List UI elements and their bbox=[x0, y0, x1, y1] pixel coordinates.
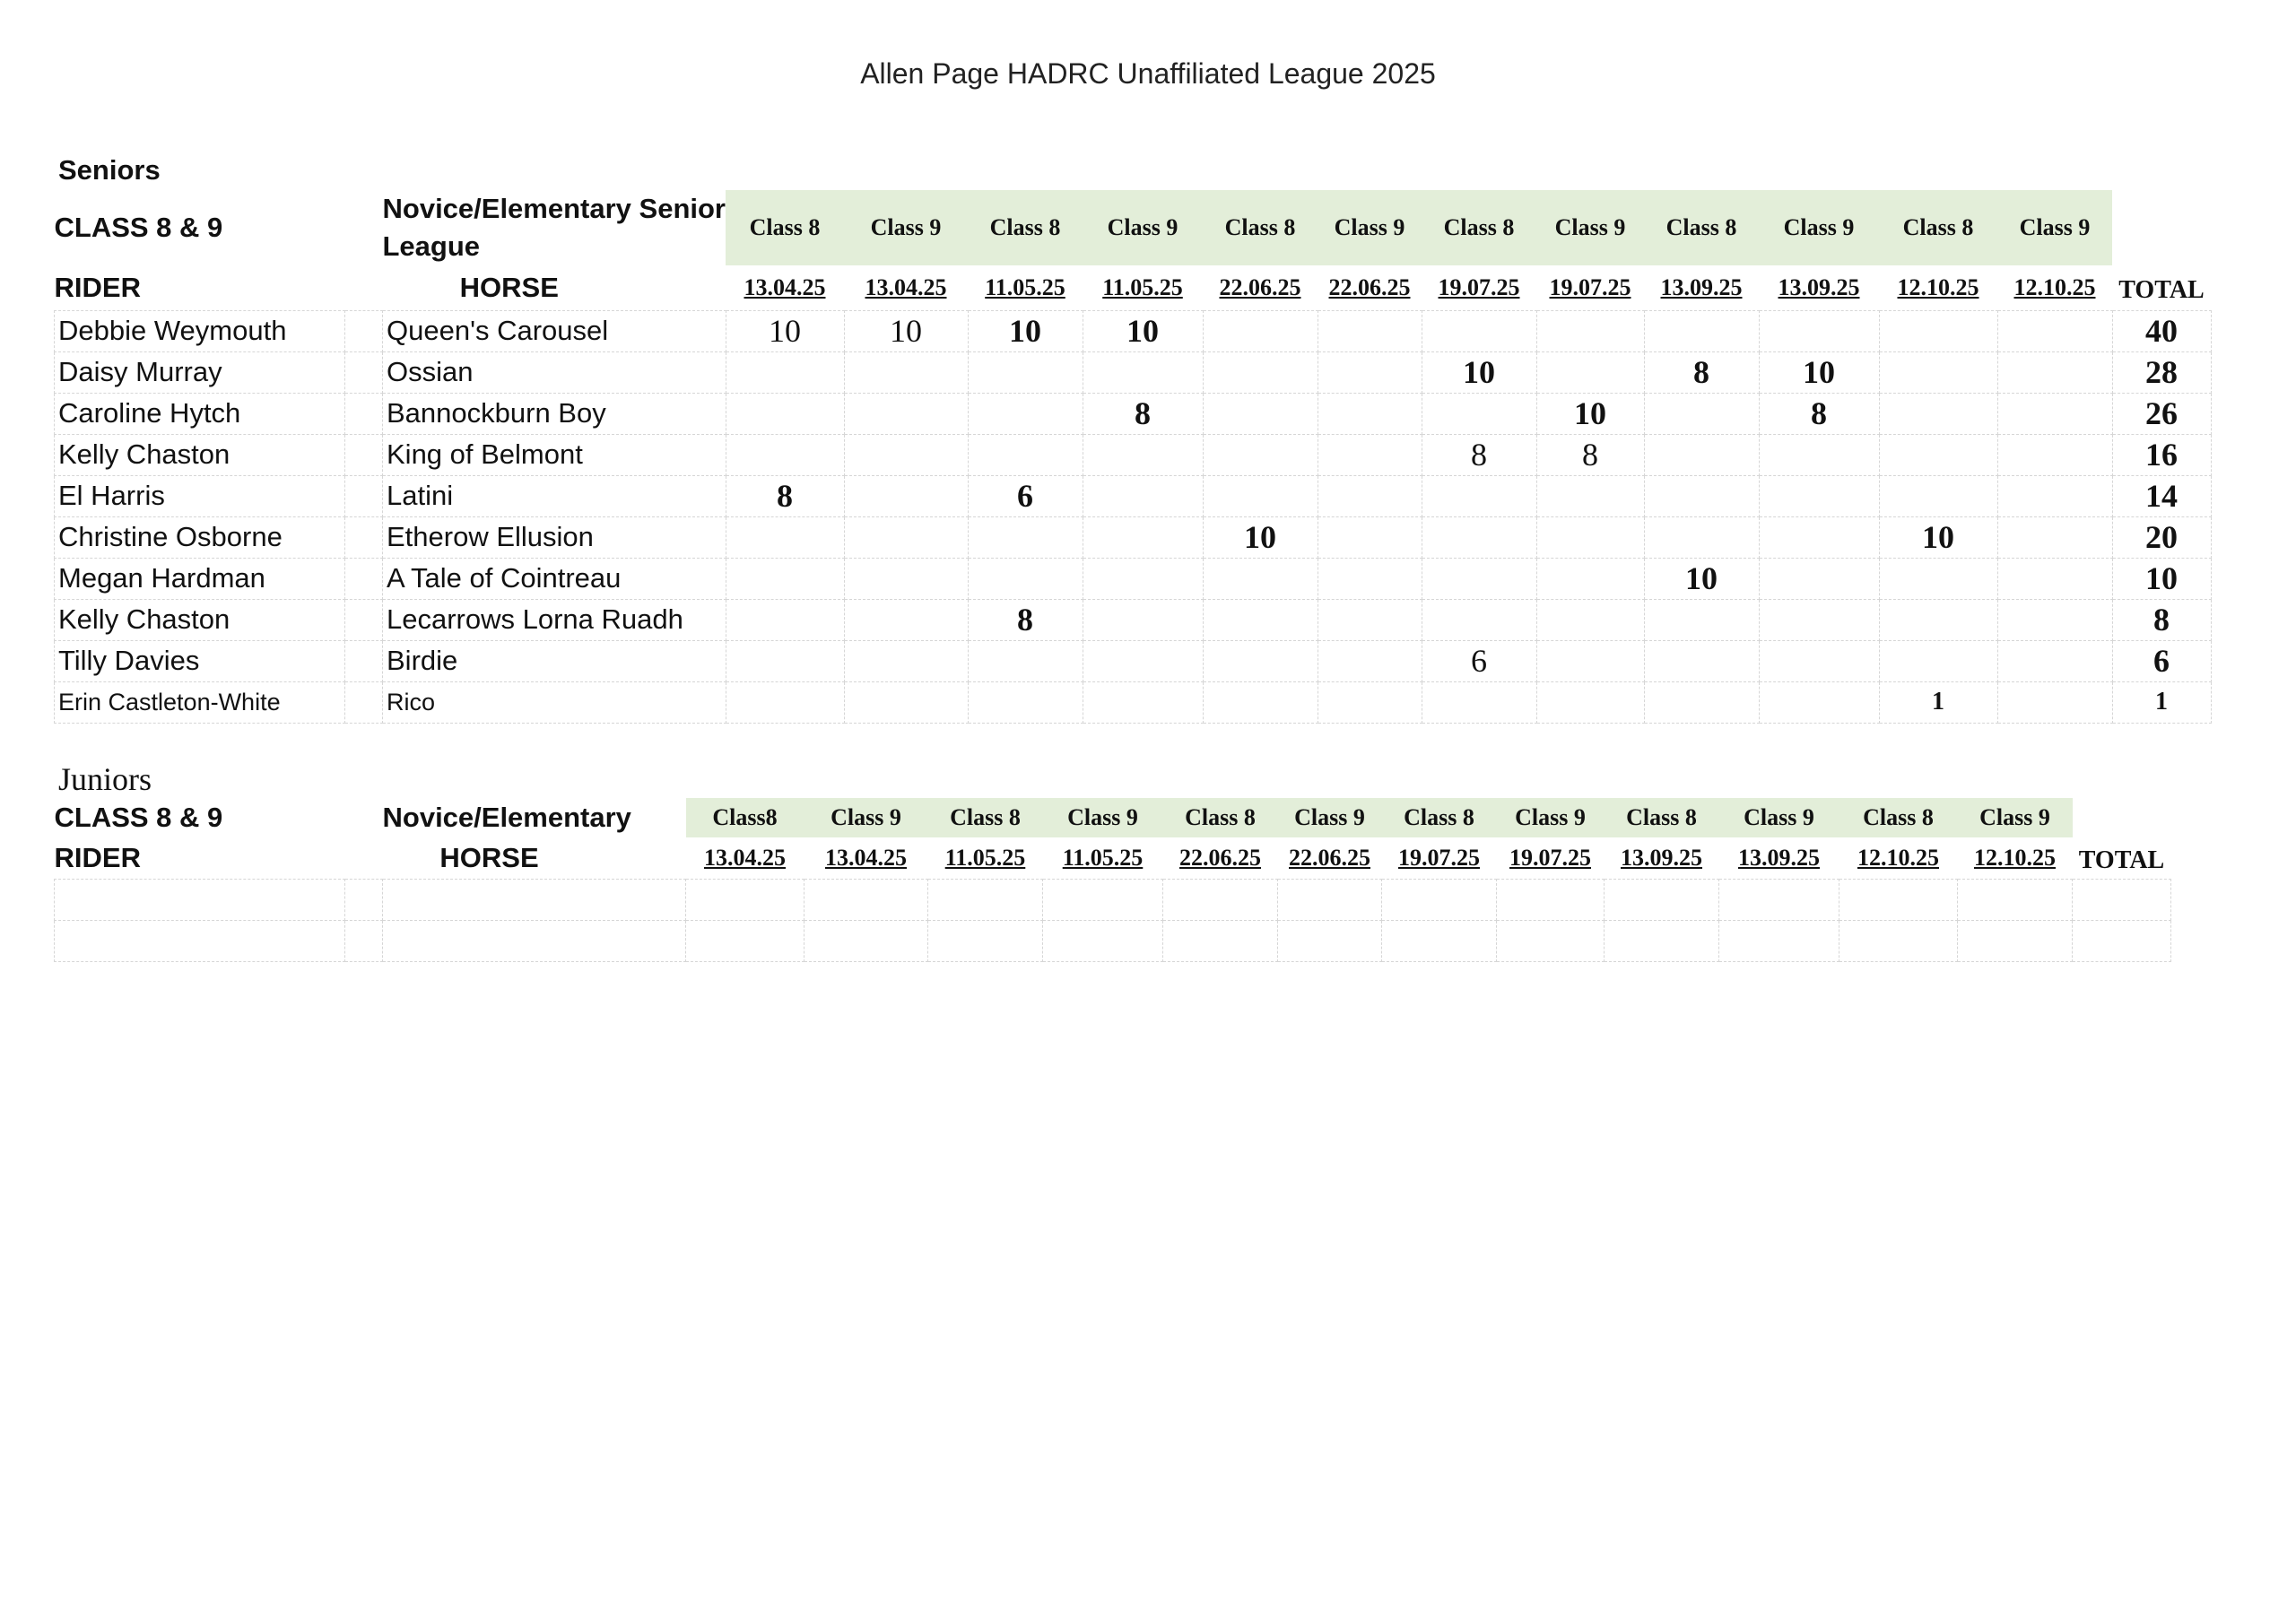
date-header: 11.05.25 bbox=[944, 844, 1026, 871]
horse-name: Queen's Carousel bbox=[383, 310, 726, 351]
score-cell bbox=[1997, 599, 2112, 640]
score-cell bbox=[1644, 599, 1759, 640]
score-cell bbox=[1997, 558, 2112, 599]
score-cell: 8 bbox=[1759, 393, 1879, 434]
horse-name: Bannockburn Boy bbox=[383, 393, 726, 434]
seniors-table bbox=[54, 190, 2212, 724]
score-cell: 10 bbox=[726, 310, 844, 351]
score-cell bbox=[1879, 393, 1997, 434]
score-cell bbox=[1422, 310, 1536, 351]
class-header: Class 9 bbox=[1958, 798, 2073, 837]
score-cell bbox=[1083, 475, 1203, 516]
score-cell bbox=[1318, 599, 1422, 640]
rider-name: El Harris bbox=[55, 475, 345, 516]
score-cell bbox=[1997, 351, 2112, 393]
score-cell bbox=[1422, 681, 1536, 723]
score-cell bbox=[1203, 558, 1318, 599]
date-header: 13.04.25 bbox=[704, 844, 786, 871]
class-header: Class 8 bbox=[726, 190, 844, 265]
score-cell bbox=[1083, 351, 1203, 393]
class-header: Class 9 bbox=[1278, 798, 1382, 837]
date-header: 13.09.25 bbox=[1660, 273, 1743, 300]
date-header: 12.10.25 bbox=[2013, 273, 2096, 300]
score-cell bbox=[844, 681, 968, 723]
rider-row bbox=[55, 393, 2212, 434]
date-header: 13.09.25 bbox=[1778, 273, 1860, 300]
score-cell bbox=[1422, 558, 1536, 599]
seniors-class-row bbox=[55, 190, 2212, 265]
date-header: 19.07.25 bbox=[1438, 273, 1520, 300]
score-cell bbox=[1083, 516, 1203, 558]
score-cell bbox=[1759, 558, 1879, 599]
score-cell bbox=[1644, 475, 1759, 516]
horse-name: Lecarrows Lorna Ruadh bbox=[383, 599, 726, 640]
score-cell bbox=[844, 351, 968, 393]
class-header: Class 9 bbox=[1997, 190, 2112, 265]
date-header: 13.04.25 bbox=[865, 273, 947, 300]
spacer-cell bbox=[345, 393, 383, 434]
class-header: Class 9 bbox=[1083, 190, 1203, 265]
class-header: Class8 bbox=[686, 798, 804, 837]
rider-row bbox=[55, 310, 2212, 351]
rider-name: Kelly Chaston bbox=[55, 599, 345, 640]
horse-name: King of Belmont bbox=[383, 434, 726, 475]
score-cell bbox=[1318, 516, 1422, 558]
score-cell bbox=[1318, 475, 1422, 516]
score-cell: 10 bbox=[1644, 558, 1759, 599]
date-header: 11.05.25 bbox=[985, 273, 1065, 300]
date-header: 22.06.25 bbox=[1289, 844, 1370, 871]
score-cell bbox=[1318, 351, 1422, 393]
score-cell bbox=[726, 351, 844, 393]
class-header: Class 8 bbox=[1879, 190, 1997, 265]
horse-name: A Tale of Cointreau bbox=[383, 558, 726, 599]
horse-column-header: HORSE bbox=[439, 841, 539, 873]
score-cell: 10 bbox=[968, 310, 1083, 351]
juniors-empty-row bbox=[55, 879, 2171, 920]
score-cell bbox=[1203, 310, 1318, 351]
total-cell: 40 bbox=[2112, 310, 2211, 351]
score-cell bbox=[1422, 599, 1536, 640]
horse-name: Etherow Ellusion bbox=[383, 516, 726, 558]
score-cell bbox=[968, 434, 1083, 475]
score-cell: 10 bbox=[1879, 516, 1997, 558]
score-cell bbox=[1759, 475, 1879, 516]
rider-column-header: RIDER bbox=[54, 271, 141, 303]
score-cell bbox=[1879, 310, 1997, 351]
spacer-cell bbox=[345, 599, 383, 640]
date-header: 19.07.25 bbox=[1509, 844, 1591, 871]
spacer-cell bbox=[345, 475, 383, 516]
score-cell bbox=[1083, 558, 1203, 599]
score-cell bbox=[1997, 516, 2112, 558]
class-header: Class 9 bbox=[844, 190, 968, 265]
date-header: 22.06.25 bbox=[1179, 844, 1261, 871]
score-cell bbox=[1203, 599, 1318, 640]
juniors-class-row bbox=[55, 798, 2171, 837]
date-header: 11.05.25 bbox=[1062, 844, 1144, 871]
score-cell bbox=[1422, 516, 1536, 558]
score-cell bbox=[1879, 599, 1997, 640]
score-cell bbox=[1203, 475, 1318, 516]
seniors-league-label: Novice/Elementary Senior League bbox=[382, 193, 726, 262]
rider-name: Tilly Davies bbox=[55, 640, 345, 681]
total-column-header: TOTAL bbox=[2078, 846, 2165, 874]
score-cell bbox=[844, 640, 968, 681]
score-cell: 8 bbox=[1536, 434, 1644, 475]
score-cell bbox=[1203, 640, 1318, 681]
score-cell bbox=[1318, 681, 1422, 723]
score-cell bbox=[1203, 351, 1318, 393]
spacer-cell bbox=[345, 558, 383, 599]
score-cell bbox=[1536, 681, 1644, 723]
score-cell bbox=[1644, 640, 1759, 681]
score-cell bbox=[1759, 681, 1879, 723]
score-cell bbox=[1644, 516, 1759, 558]
seniors-date-row bbox=[55, 265, 2212, 310]
score-cell bbox=[1083, 640, 1203, 681]
score-cell bbox=[1759, 310, 1879, 351]
score-cell bbox=[844, 599, 968, 640]
rider-name: Daisy Murray bbox=[55, 351, 345, 393]
juniors-league-label: Novice/Elementary bbox=[382, 802, 631, 833]
rider-name: Erin Castleton-White bbox=[55, 681, 345, 723]
score-cell bbox=[1536, 599, 1644, 640]
total-cell: 16 bbox=[2112, 434, 2211, 475]
score-cell bbox=[1759, 434, 1879, 475]
score-cell bbox=[968, 351, 1083, 393]
seniors-section-label: Seniors bbox=[58, 154, 161, 186]
score-cell bbox=[1997, 434, 2112, 475]
score-cell bbox=[1203, 393, 1318, 434]
score-cell bbox=[726, 640, 844, 681]
score-cell bbox=[1536, 516, 1644, 558]
score-cell bbox=[726, 516, 844, 558]
date-header: 13.09.25 bbox=[1738, 844, 1820, 871]
rider-row bbox=[55, 516, 2212, 558]
rider-row bbox=[55, 640, 2212, 681]
score-cell bbox=[968, 681, 1083, 723]
score-cell bbox=[1318, 393, 1422, 434]
score-cell bbox=[1879, 351, 1997, 393]
rider-name: Kelly Chaston bbox=[55, 434, 345, 475]
score-cell: 10 bbox=[844, 310, 968, 351]
date-header: 13.09.25 bbox=[1621, 844, 1702, 871]
rider-name: Christine Osborne bbox=[55, 516, 345, 558]
score-cell bbox=[1997, 681, 2112, 723]
score-cell bbox=[1644, 393, 1759, 434]
class-header: Class 8 bbox=[1382, 798, 1497, 837]
score-cell bbox=[968, 640, 1083, 681]
score-cell bbox=[1644, 681, 1759, 723]
score-cell bbox=[1644, 434, 1759, 475]
rider-name: Debbie Weymouth bbox=[55, 310, 345, 351]
date-header: 12.10.25 bbox=[1857, 844, 1939, 871]
class-header: Class 9 bbox=[1759, 190, 1879, 265]
score-cell: 8 bbox=[1083, 393, 1203, 434]
score-cell bbox=[1759, 599, 1879, 640]
class-header: Class 9 bbox=[1497, 798, 1605, 837]
score-cell bbox=[1536, 351, 1644, 393]
total-cell: 20 bbox=[2112, 516, 2211, 558]
score-cell bbox=[1759, 516, 1879, 558]
date-header: 12.10.25 bbox=[1897, 273, 1979, 300]
score-cell bbox=[1422, 475, 1536, 516]
rider-row bbox=[55, 434, 2212, 475]
spacer-cell bbox=[345, 434, 383, 475]
juniors-table bbox=[54, 798, 2171, 962]
class-header: Class 8 bbox=[1163, 798, 1278, 837]
horse-name: Birdie bbox=[383, 640, 726, 681]
score-cell bbox=[1879, 434, 1997, 475]
score-cell bbox=[1536, 310, 1644, 351]
score-cell bbox=[1203, 434, 1318, 475]
spacer-cell bbox=[345, 640, 383, 681]
rider-row bbox=[55, 558, 2212, 599]
score-cell bbox=[1536, 558, 1644, 599]
score-cell bbox=[1083, 599, 1203, 640]
class-header: Class 8 bbox=[1839, 798, 1958, 837]
class-header: Class 9 bbox=[1043, 798, 1163, 837]
score-cell bbox=[1644, 310, 1759, 351]
class-header: Class 8 bbox=[1605, 798, 1719, 837]
spacer-cell bbox=[345, 516, 383, 558]
horse-name: Ossian bbox=[383, 351, 726, 393]
rider-name: Caroline Hytch bbox=[55, 393, 345, 434]
date-header: 19.07.25 bbox=[1549, 273, 1631, 300]
horse-name: Latini bbox=[383, 475, 726, 516]
juniors-empty-row bbox=[55, 920, 2171, 961]
date-header: 11.05.25 bbox=[1102, 273, 1183, 300]
rider-row bbox=[55, 351, 2212, 393]
score-cell: 10 bbox=[1536, 393, 1644, 434]
class-header: Class 8 bbox=[1644, 190, 1759, 265]
score-cell bbox=[968, 558, 1083, 599]
score-cell bbox=[1997, 393, 2112, 434]
spacer-cell bbox=[345, 310, 383, 351]
score-cell bbox=[1083, 434, 1203, 475]
score-cell bbox=[726, 599, 844, 640]
total-cell: 26 bbox=[2112, 393, 2211, 434]
score-cell bbox=[1422, 393, 1536, 434]
juniors-section-label: Juniors bbox=[58, 761, 152, 797]
class-header: Class 9 bbox=[1318, 190, 1422, 265]
score-cell: 8 bbox=[1422, 434, 1536, 475]
total-column-header: TOTAL bbox=[2118, 275, 2205, 304]
score-cell bbox=[844, 516, 968, 558]
score-cell: 8 bbox=[1644, 351, 1759, 393]
score-cell: 6 bbox=[1422, 640, 1536, 681]
score-cell bbox=[1997, 475, 2112, 516]
seniors-class-label: CLASS 8 & 9 bbox=[54, 212, 223, 243]
score-cell: 8 bbox=[968, 599, 1083, 640]
class-header: Class 8 bbox=[968, 190, 1083, 265]
score-cell bbox=[844, 393, 968, 434]
juniors-date-row bbox=[55, 837, 2171, 879]
score-cell bbox=[726, 434, 844, 475]
score-cell bbox=[726, 681, 844, 723]
date-header: 13.04.25 bbox=[744, 273, 826, 300]
score-cell bbox=[968, 393, 1083, 434]
score-cell bbox=[1759, 640, 1879, 681]
score-cell bbox=[1536, 475, 1644, 516]
rider-column-header: RIDER bbox=[54, 841, 141, 873]
score-cell bbox=[1536, 640, 1644, 681]
total-cell: 10 bbox=[2112, 558, 2211, 599]
score-cell: 10 bbox=[1083, 310, 1203, 351]
score-cell bbox=[1203, 681, 1318, 723]
score-cell bbox=[1318, 434, 1422, 475]
score-cell: 10 bbox=[1759, 351, 1879, 393]
class-header: Class 8 bbox=[1203, 190, 1318, 265]
score-cell: 10 bbox=[1422, 351, 1536, 393]
score-cell bbox=[1879, 475, 1997, 516]
page-title: Allen Page HADRC Unaffiliated League 2025 bbox=[860, 57, 1436, 90]
date-header: 12.10.25 bbox=[1974, 844, 2056, 871]
horse-name: Rico bbox=[383, 681, 726, 723]
date-header: 19.07.25 bbox=[1398, 844, 1480, 871]
class-header: Class 9 bbox=[1719, 798, 1839, 837]
score-cell bbox=[844, 475, 968, 516]
spacer-cell bbox=[345, 351, 383, 393]
total-cell: 6 bbox=[2112, 640, 2211, 681]
score-cell: 6 bbox=[968, 475, 1083, 516]
score-cell bbox=[844, 558, 968, 599]
score-cell bbox=[968, 516, 1083, 558]
rider-row bbox=[55, 475, 2212, 516]
score-cell bbox=[726, 393, 844, 434]
score-cell bbox=[1879, 640, 1997, 681]
total-cell: 1 bbox=[2112, 681, 2211, 723]
spacer-cell bbox=[345, 681, 383, 723]
juniors-class-label: CLASS 8 & 9 bbox=[54, 802, 223, 833]
score-cell: 10 bbox=[1203, 516, 1318, 558]
horse-column-header: HORSE bbox=[459, 271, 559, 303]
date-header: 22.06.25 bbox=[1328, 273, 1411, 300]
score-cell bbox=[1318, 310, 1422, 351]
class-header: Class 8 bbox=[1422, 190, 1536, 265]
rider-row bbox=[55, 681, 2212, 723]
total-cell: 14 bbox=[2112, 475, 2211, 516]
score-cell bbox=[844, 434, 968, 475]
class-header: Class 8 bbox=[928, 798, 1043, 837]
class-header: Class 9 bbox=[1536, 190, 1644, 265]
score-cell bbox=[1083, 681, 1203, 723]
score-cell bbox=[1997, 310, 2112, 351]
score-cell bbox=[1318, 640, 1422, 681]
total-cell: 28 bbox=[2112, 351, 2211, 393]
rider-name: Megan Hardman bbox=[55, 558, 345, 599]
score-cell: 1 bbox=[1879, 681, 1997, 723]
score-cell bbox=[1879, 558, 1997, 599]
total-cell: 8 bbox=[2112, 599, 2211, 640]
score-cell bbox=[726, 558, 844, 599]
score-cell: 8 bbox=[726, 475, 844, 516]
rider-row bbox=[55, 599, 2212, 640]
score-cell bbox=[1318, 558, 1422, 599]
date-header: 13.04.25 bbox=[825, 844, 907, 871]
class-header: Class 9 bbox=[804, 798, 928, 837]
date-header: 22.06.25 bbox=[1219, 273, 1301, 300]
score-cell bbox=[1997, 640, 2112, 681]
